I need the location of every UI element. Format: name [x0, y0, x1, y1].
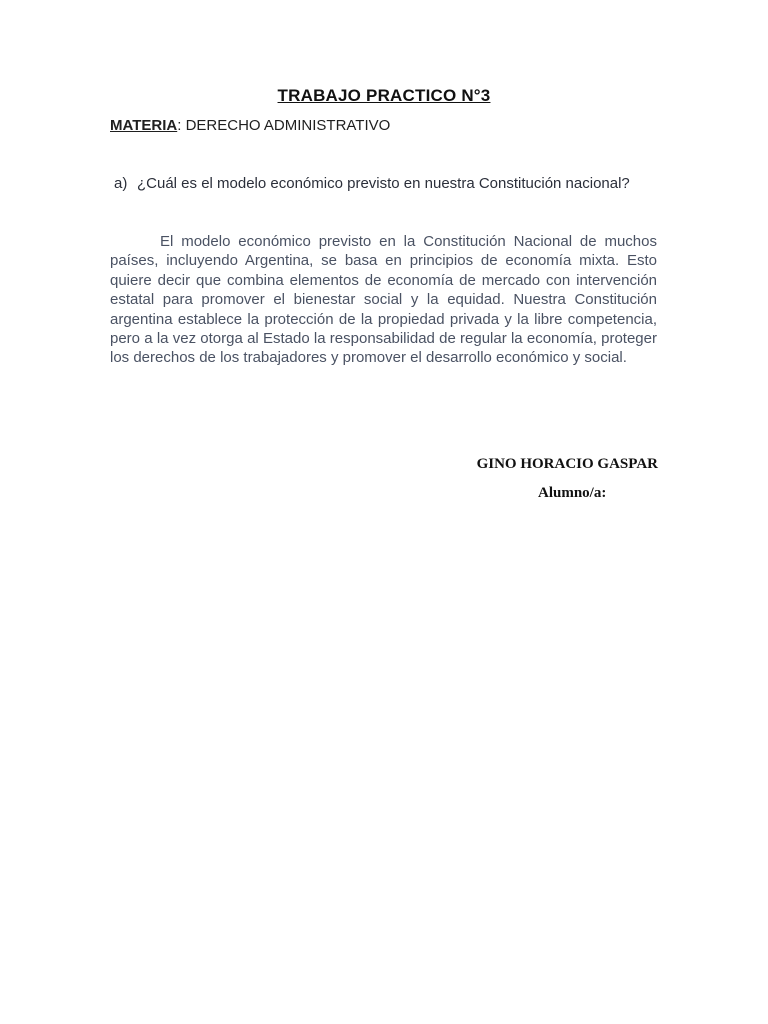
student-name: GINO HORACIO GASPAR	[476, 456, 658, 472]
student-label: Alumno/a:	[538, 485, 607, 501]
subject-label: MATERIA	[110, 117, 178, 134]
document-title: TRABAJO PRACTICO N°3	[277, 86, 491, 105]
question-text: ¿Cuál es el modelo económico previsto en nuestra Constitución nacional?	[137, 175, 630, 192]
subject-separator: :	[177, 117, 186, 134]
subject-line	[110, 117, 390, 134]
question-item	[114, 175, 630, 192]
question-marker: a)	[114, 175, 128, 192]
answer-paragraph: El modelo económico previsto en la Constitución Nacional de muchos países, incluyendo Argentina, se basa en principios de economía mixta. Esto quiere decir que combina elementos de economía de mercado con intervención estatal para promover el bienestar social y la equidad. Nuestra Constitución argentina establece la protección de la propiedad privada y la libre competencia, pero a la vez otorga al Estado la responsabilidad de regular la economía, proteger los derechos de los trabajadores y promover el desarrollo económico y social.	[110, 233, 657, 367]
subject-value: DERECHO ADMINISTRATIVO	[185, 117, 391, 134]
